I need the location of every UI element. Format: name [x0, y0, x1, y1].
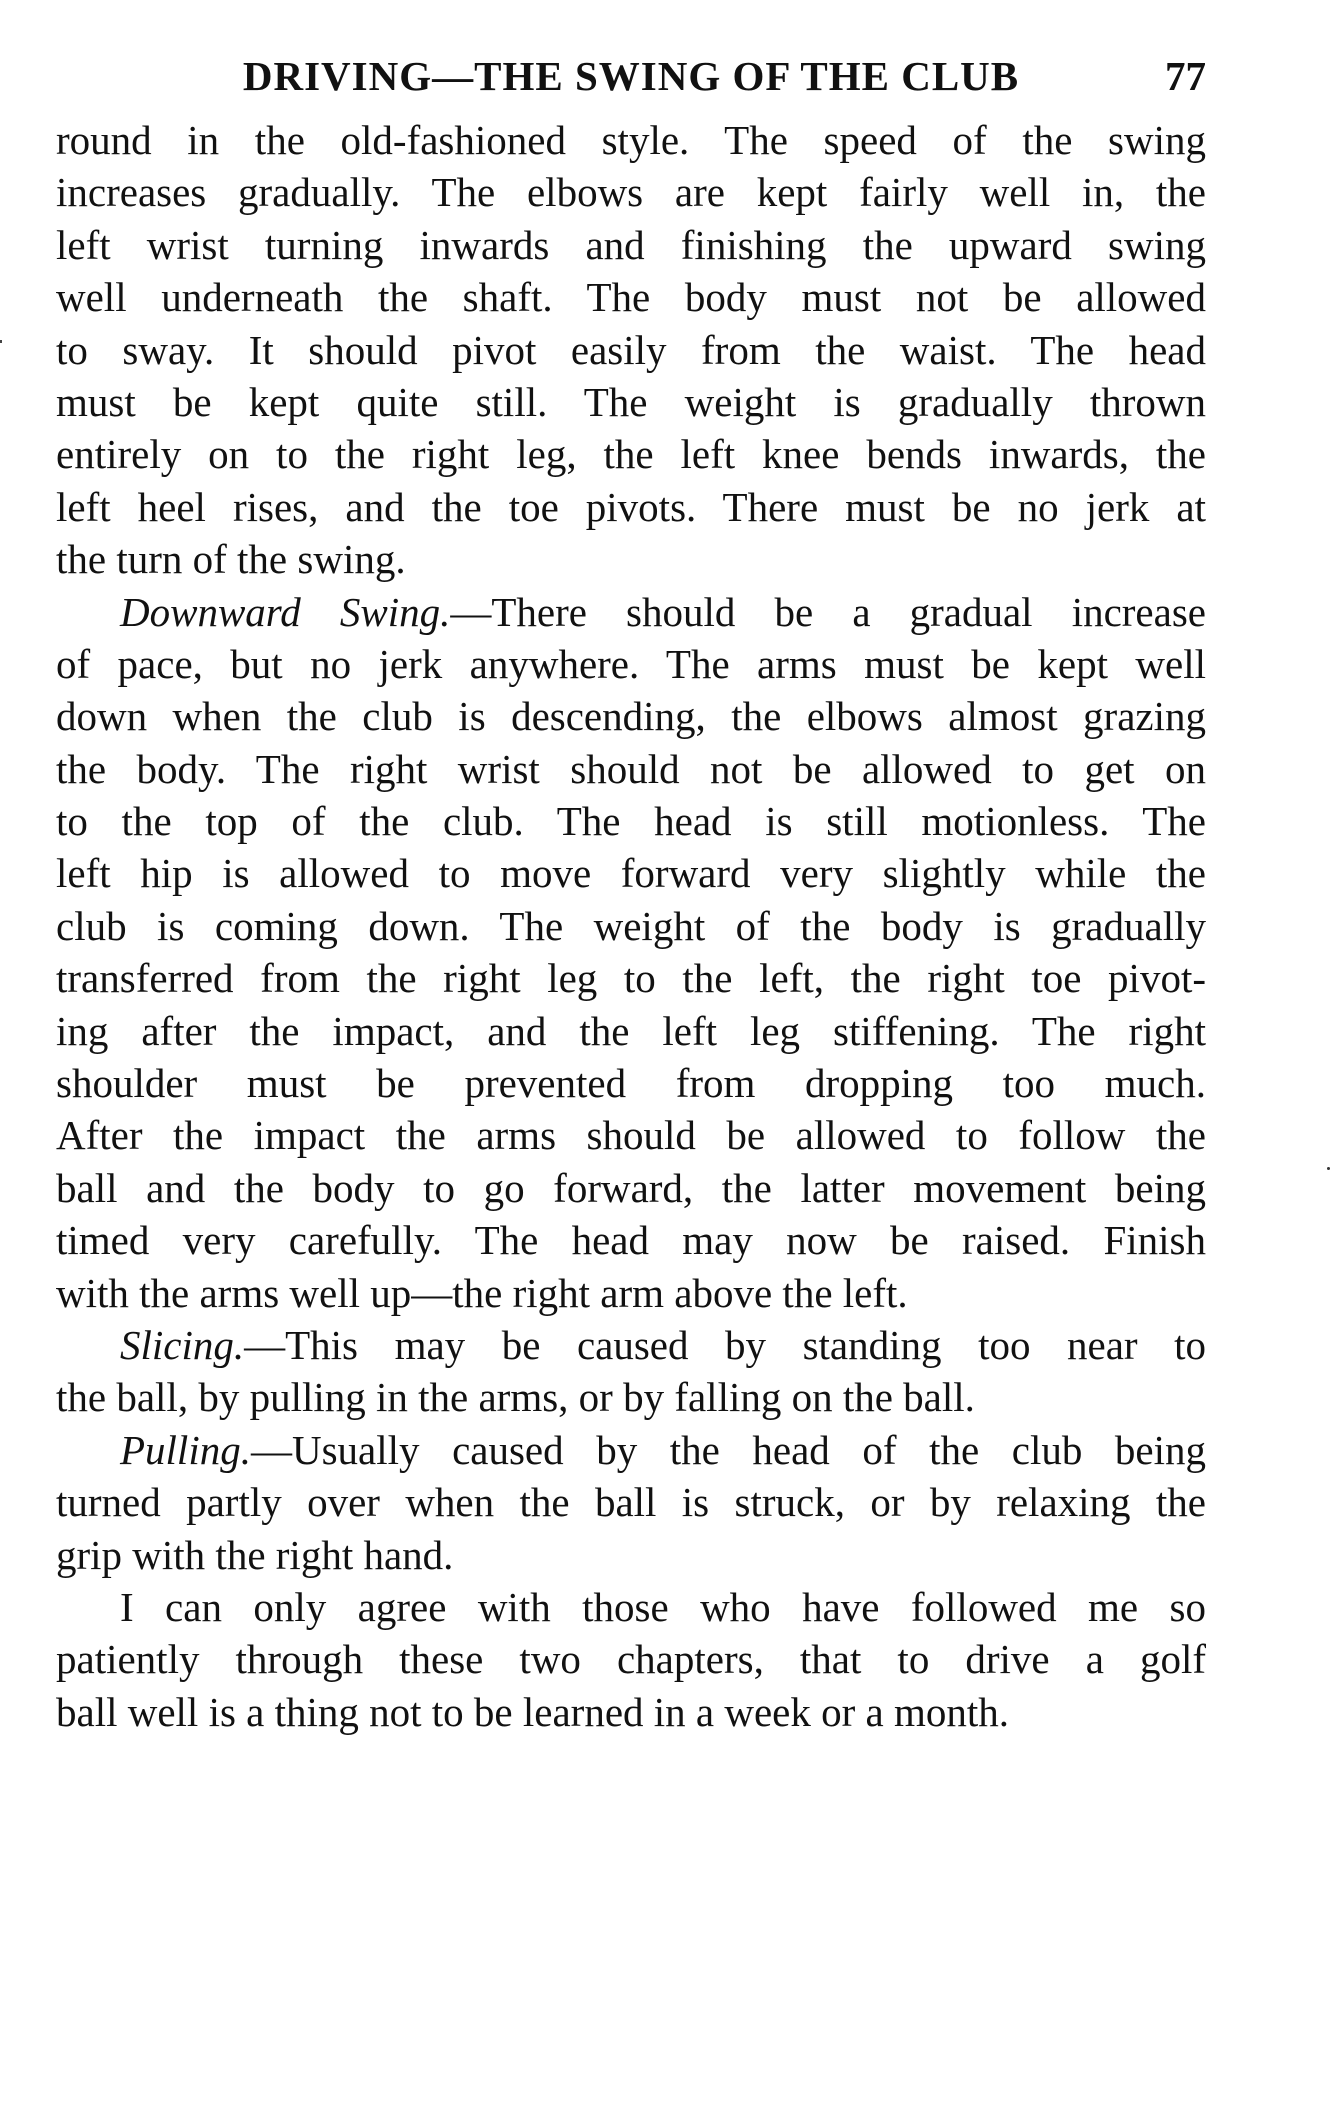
- text-line: ball well is a thing not to be learned in a week or a month.: [56, 1688, 1009, 1735]
- text-line: the body. The right wrist should not be allowed to get on: [56, 745, 1206, 792]
- text-line: left heel rises, and the toe pivots. There must be no jerk at: [56, 483, 1206, 530]
- text-line: round in the old-fashioned style. The speed of the swing: [56, 117, 1206, 163]
- text-line: I can only agree with those who have followed me so: [120, 1583, 1206, 1630]
- text-line: to the top of the club. The head is still motionless. The: [56, 798, 1206, 845]
- downward-swing-heading: Downward Swing.: [120, 588, 451, 635]
- text-line: of pace, but no jerk anywhere. The arms must be kept well: [56, 640, 1206, 687]
- body-text: [56, 114, 1206, 1738]
- text-line: turned partly over when the ball is struck, or by relaxing the: [56, 1479, 1206, 1526]
- text-line: ball and the body to go forward, the latter movement being: [56, 1164, 1206, 1211]
- text-line: shoulder must be prevented from dropping too much.: [56, 1060, 1206, 1107]
- running-title: DRIVING—THE SWING OF THE CLUB: [242, 53, 1020, 99]
- text-line: left wrist turning inwards and finishing the upward swing: [56, 221, 1206, 268]
- text-line: must be kept quite still. The weight is gradually thrown: [56, 378, 1206, 425]
- slicing-first-line: [56, 1319, 1206, 1371]
- text-line: down when the club is descending, the elbows almost grazing: [56, 693, 1206, 740]
- text-line: the ball, by pulling in the arms, or by falling on the ball.: [56, 1374, 975, 1421]
- text-line: transferred from the right leg to the left, the right toe pivot-: [56, 955, 1206, 1002]
- text-line: to sway. It should pivot easily from the waist. The head: [56, 326, 1206, 373]
- text-line: left hip is allowed to move forward very slightly while the: [56, 850, 1206, 897]
- pulling-heading: Pulling.: [120, 1426, 251, 1473]
- text-line: the turn of the swing.: [56, 536, 406, 583]
- downward-swing-first-line: [56, 586, 1206, 638]
- text-line: with the arms well up—the right arm above the left.: [56, 1269, 908, 1316]
- text-line: club is coming down. The weight of the body is gradually: [56, 902, 1206, 949]
- pulling-first-text: —Usually caused by the head of the club being: [250, 1426, 1206, 1473]
- slicing-first-text: —This may be caused by standing too near to: [244, 1321, 1206, 1368]
- text-line: timed very carefully. The head may now be raised. Finish: [56, 1217, 1206, 1264]
- text-line: grip with the right hand.: [56, 1531, 454, 1578]
- text-line: well underneath the shaft. The body must not be allowed: [56, 274, 1206, 321]
- downward-swing-first-text: —There should be a gradual increase: [450, 588, 1206, 635]
- edge-speck: [0, 340, 2, 343]
- text-line: increases gradually. The elbows are kept fairly well in, the: [56, 169, 1206, 216]
- page-number: 77: [1165, 53, 1206, 99]
- text-line: patiently through these two chapters, that to drive a golf: [56, 1636, 1206, 1683]
- pulling-first-line: [56, 1424, 1206, 1476]
- running-head: [56, 52, 1206, 102]
- text-line: After the impact the arms should be allowed to follow the: [56, 1112, 1206, 1159]
- text-line: entirely on to the right leg, the left knee bends inwards, the: [56, 431, 1206, 478]
- text-line: ing after the impact, and the left leg stiffening. The right: [56, 1007, 1206, 1054]
- slicing-heading: Slicing.: [120, 1321, 245, 1368]
